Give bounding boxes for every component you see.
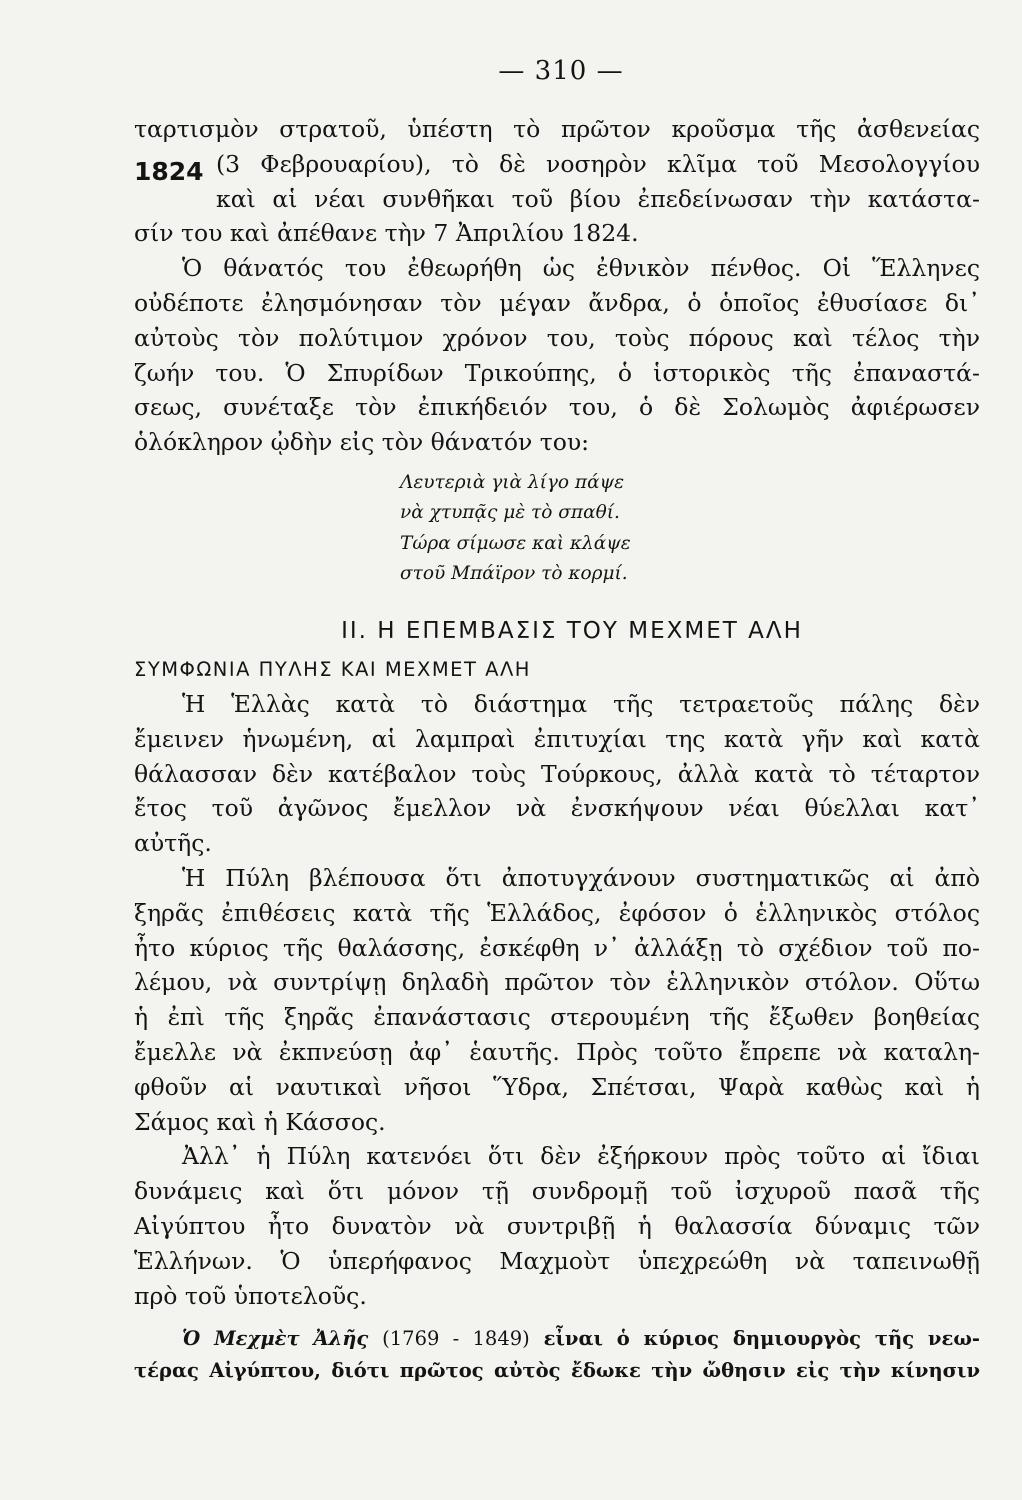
text-line: Ὁ θάνατός του ἐθεωρήθη ὡς ἐθνικὸν πένθος. Οἱ Ἕλληνες — [182, 254, 980, 283]
text-line: σίν του καὶ ἀπέθανε τὴν 7 Ἀπριλίου 1824. — [134, 219, 639, 248]
text-line: ἔμεινεν ἡνωμένη, αἱ λαμπραὶ ἐπιτυχίαι της κατὰ γῆν καὶ κατὰ — [134, 724, 980, 753]
text-line: Ἀλλ᾽ ἡ Πύλη κατενόει ὅτι δὲν ἐξήρκουν πρὸς τοῦτο αἱ ἴδιαι — [182, 1142, 980, 1171]
page-number: — 310 — — [498, 56, 624, 86]
paragraph-1 — [134, 112, 980, 251]
footnote-dates: (1769 - 1849) — [382, 1327, 530, 1351]
poem-line: στοῦ Μπάϊρον τὸ κορμί. — [400, 563, 628, 585]
footnote-name: Ὁ Μεχμὲτ Ἀλῆς — [182, 1327, 369, 1351]
poem-line: νὰ χτυπᾷς μὲ τὸ σπαθί. — [400, 502, 620, 524]
footnote-line — [134, 1323, 980, 1355]
paragraph-5 — [134, 1139, 980, 1313]
text-line — [134, 147, 980, 182]
margin-year-note: 1824 — [134, 157, 204, 186]
text-line: λέμου, νὰ συντρίψῃ δηλαδὴ πρῶτον τὸν ἑλληνικὸν στόλον. Οὕτω — [134, 968, 980, 997]
text-line: αὐτῆς. — [134, 829, 212, 858]
text-line-content: καὶ αἱ νέαι συνθῆκαι τοῦ βίου ἐπεδείνωσαν τὴν κατάστα- — [216, 184, 980, 213]
text-line: ἔτος τοῦ ἀγῶνος ἔμελλον νὰ ἐνσκήψουν νέαι θύελλαι κατ᾽ — [134, 794, 980, 823]
poem-line: Λευτεριὰ γιὰ λίγο πάψε — [400, 471, 625, 493]
paragraph-3 — [134, 687, 980, 861]
text-line: αὐτοὺς τὸν πολύτιμον χρόνον του, τοὺς πόρους καὶ τέλος τὴν — [134, 323, 980, 352]
text-line: ταρτισμὸν στρατοῦ, ὑπέστη τὸ πρῶτον κροῦσμα τῆς ἀσθενείας — [134, 115, 980, 143]
footnote-line: τέρας Αἰγύπτου, διότι πρῶτος αὐτὸς ἔδωκε τὴν ὤθησιν εἰς τὴν κίνησιν — [134, 1359, 980, 1383]
text-line: Σάμος καὶ ἡ Κάσσος. — [134, 1107, 386, 1136]
text-line: Αἰγύπτου ἦτο δυνατὸν νὰ συντριβῇ ἡ θαλασσία δύναμις τῶν — [134, 1211, 980, 1240]
text-line: ὁλόκληρον ᾠδὴν εἰς τὸν θάνατόν του: — [134, 428, 590, 457]
text-line: σεως, συνέταξε τὸν ἐπικήδειόν του, ὁ δὲ Σολωμὸς ἀφιέρωσεν — [134, 393, 980, 422]
footnote — [134, 1323, 980, 1387]
text-line: ζωήν του. Ὁ Σπυρίδων Τρικούπης, ὁ ἱστορικὸς τῆς ἐπαναστά- — [134, 358, 980, 387]
paragraph-4 — [134, 861, 980, 1139]
text-line: Ἡ Ἑλλὰς κατὰ τὸ διάστημα τῆς τετραετοῦς πάλης δὲν — [182, 689, 980, 718]
poem-line: Τώρα σίμωσε καὶ κλάψε — [400, 532, 631, 554]
text-line: θάλασσαν δὲν κατέβαλον τοὺς Τούρκους, ἀλλὰ κατὰ τὸ τέταρτον — [134, 759, 980, 788]
poem — [400, 468, 980, 590]
text-line-content: (3 Φεβρουαρίου), τὸ δὲ νοσηρὸν κλῖμα τοῦ Μεσολογγίου — [216, 149, 980, 178]
text-line: ἦτο κύριος τῆς θαλάσσης, ἐσκέφθη ν᾽ ἀλλάξῃ τὸ σχέδιον τοῦ πο- — [134, 933, 980, 962]
text-line: οὐδέποτε ἐλησμόνησαν τὸν μέγαν ἄνδρα, ὁ ὁποῖος ἐθυσίασε δι᾽ — [134, 288, 980, 317]
text-line: Ἑλλήνων. Ὁ ὑπερήφανος Μαχμοὺτ ὑπεχρεώθη νὰ ταπεινωθῇ — [134, 1246, 980, 1275]
text-line: ἡ ἐπὶ τῆς ξηρᾶς ἐπανάστασις στερουμένη τῆς ἔξωθεν βοηθείας — [134, 1003, 980, 1032]
text-line: δυνάμεις καὶ ὅτι μόνον τῇ συνδρομῇ τοῦ ἰσχυροῦ πασᾶ τῆς — [134, 1177, 980, 1206]
section-heading: ΙΙ. Η ΕΠΕΜΒΑΣΙΣ ΤΟΥ ΜΕΧΜΕΤ ΑΛΗ — [341, 617, 803, 644]
section-subheading: ΣΥΜΦΩΝΙΑ ΠΥΛΗΣ ΚΑΙ ΜΕΧΜΕΤ ΑΛΗ — [134, 657, 531, 681]
text-line: Ἡ Πύλη βλέπουσα ὅτι ἀποτυγχάνουν συστηματικῶς αἱ ἀπὸ — [182, 863, 980, 892]
text-line: φθοῦν αἱ ναυτικαὶ νῆσοι Ὕδρα, Σπέτσαι, Ψαρὰ καθὼς καὶ ἡ — [134, 1072, 980, 1101]
footnote-text: εἶναι ὁ κύριος δημιουργὸς τῆς νεω- — [543, 1327, 980, 1351]
paragraph-2 — [134, 251, 980, 460]
text-line: ἔμελλε νὰ ἐκπνεύσῃ ἀφ᾽ ἑαυτῆς. Πρὸς τοῦτο ἔπρεπε νὰ καταλη- — [134, 1037, 980, 1066]
text-line — [134, 182, 980, 217]
text-column — [134, 112, 980, 1387]
text-line: ξηρᾶς ἐπιθέσεις κατὰ τῆς Ἑλλάδος, ἐφόσον ὁ ἑλληνικὸς στόλος — [134, 898, 980, 927]
text-line: πρὸ τοῦ ὑποτελοῦς. — [134, 1281, 367, 1310]
